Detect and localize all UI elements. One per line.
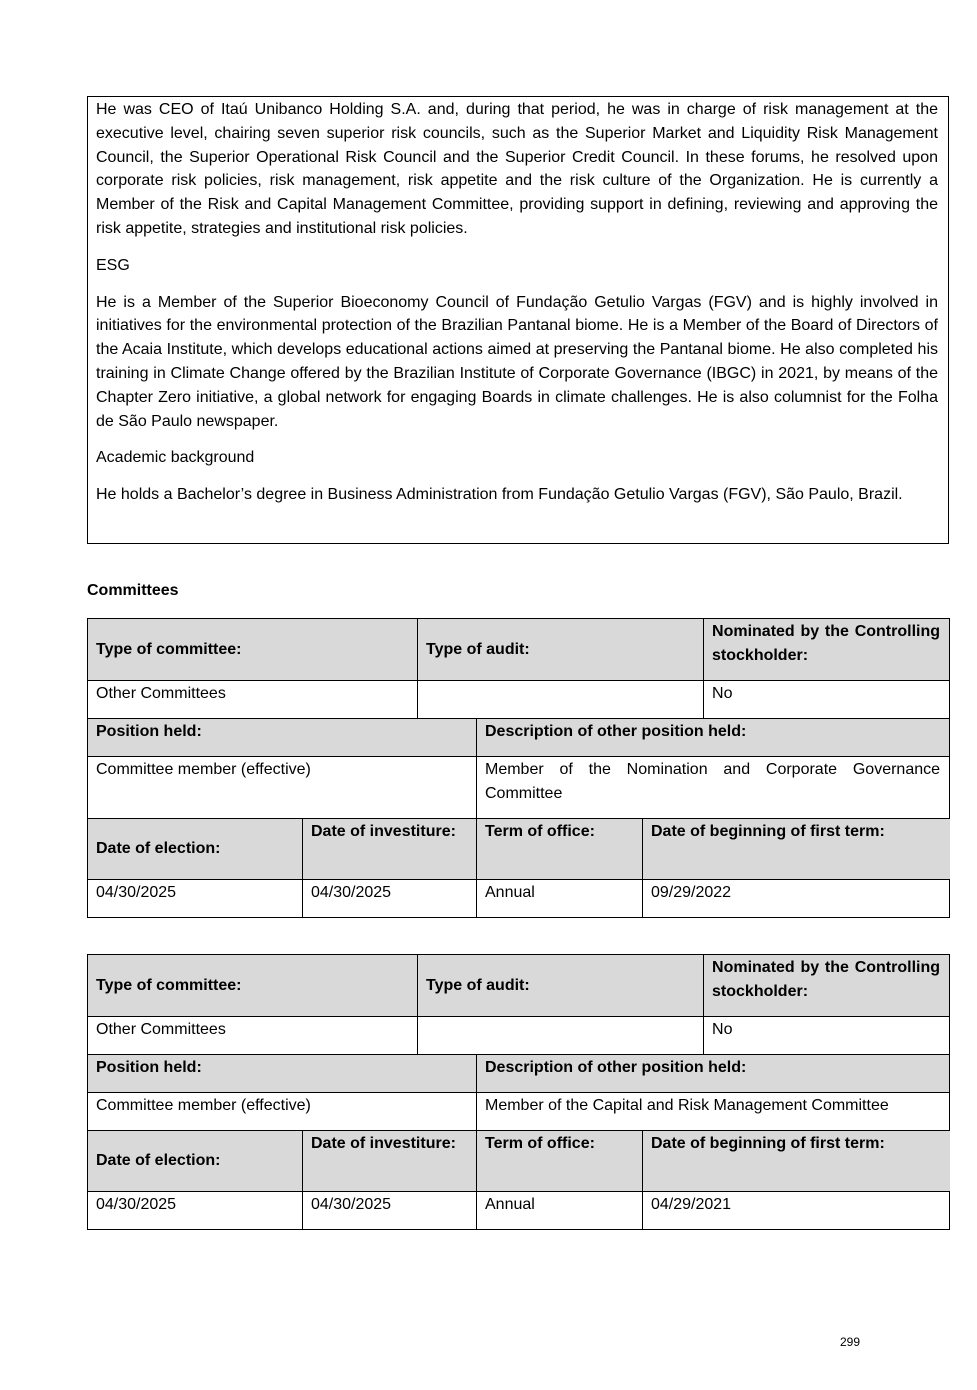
type-of-committee-label: Type of committee:	[88, 955, 418, 1017]
type-of-audit-value	[418, 1017, 704, 1055]
academic-heading: Academic background	[96, 449, 255, 467]
date-beginning-value: 09/29/2022	[643, 880, 950, 918]
committee-table	[87, 618, 949, 918]
committees-title: Committees	[87, 582, 179, 599]
date-beginning-value: 04/29/2021	[643, 1192, 950, 1230]
description-other-value: Member of the Capital and Risk Management Committee	[477, 1093, 950, 1131]
bio-paragraph-esg: He is a Member of the Superior Bioeconomy Council of Fundação Getulio Vargas (FGV) and is highly involved in initiatives for the environmental protection of the Brazilian Pantanal biome. He is a Member of the Board of Directors of the Acaia Institute, which develops educational actions aimed at preserving the Pantanal biome. He also completed his training in Climate Change offered by the Brazilian Institute of Corporate Governance (IBGC) in 2021, by means of the Chapter Zero initiative, a global network for engaging Boards in climate challenges. He is also columnist for the Folha de São Paulo newspaper.	[96, 293, 938, 430]
position-held-label: Position held:	[88, 1055, 477, 1093]
date-investiture-value: 04/30/2025	[303, 880, 477, 918]
description-other-label: Description of other position held:	[477, 1055, 950, 1093]
esg-heading: ESG	[96, 256, 130, 274]
nominated-value: No	[704, 681, 950, 719]
date-investiture-label: Date of investiture:	[303, 819, 477, 880]
type-of-committee-label: Type of committee:	[88, 619, 418, 681]
committee-table	[87, 954, 949, 1230]
bio-paragraph-academic: He holds a Bachelor’s degree in Business Administration from Fundação Getulio Vargas (FGV), São Paulo, Brazil.	[96, 486, 903, 504]
position-held-label: Position held:	[88, 719, 477, 757]
type-of-audit-value	[418, 681, 704, 719]
description-other-value: Member of the Nomination and Corporate Governance Committee	[477, 757, 950, 819]
date-beginning-label: Date of beginning of first term:	[643, 819, 950, 880]
term-office-label: Term of office:	[477, 819, 643, 880]
bio-paragraph-risk: He was CEO of Itaú Unibanco Holding S.A. and, during that period, he was in charge of risk management at the executive level, chairing seven superior risk councils, such as the Superior Market and Liquidity Risk Management Council, the Superior Operational Risk Council and the Superior Credit Council. In these forums, he resolved upon corporate risk policies, risk management, risk appetite and the risk culture of the Organization. He is currently a Member of the Risk and Capital Management Committee, providing support in defining, reviewing and approving the risk appetite, strategies and institutional risk policies.	[96, 101, 938, 237]
date-beginning-label: Date of beginning of first term:	[643, 1131, 950, 1192]
date-election-value: 04/30/2025	[88, 880, 303, 918]
position-held-value: Committee member (effective)	[88, 757, 477, 819]
term-office-label: Term of office:	[477, 1131, 643, 1192]
page-number: 299	[840, 1335, 861, 1349]
date-investiture-value: 04/30/2025	[303, 1192, 477, 1230]
type-of-committee-value: Other Committees	[88, 1017, 418, 1055]
nominated-value: No	[704, 1017, 950, 1055]
nominated-label: Nominated by the Controlling stockholder:	[704, 955, 950, 1017]
nominated-label: Nominated by the Controlling stockholder:	[704, 619, 950, 681]
date-election-label: Date of election:	[88, 1131, 303, 1192]
date-investiture-label: Date of investiture:	[303, 1131, 477, 1192]
term-office-value: Annual	[477, 1192, 643, 1230]
position-held-value: Committee member (effective)	[88, 1093, 477, 1131]
biography-box	[87, 96, 949, 544]
type-of-committee-value: Other Committees	[88, 681, 418, 719]
term-office-value: Annual	[477, 880, 643, 918]
type-of-audit-label: Type of audit:	[418, 955, 704, 1017]
date-election-value: 04/30/2025	[88, 1192, 303, 1230]
type-of-audit-label: Type of audit:	[418, 619, 704, 681]
date-election-label: Date of election:	[88, 819, 303, 880]
description-other-label: Description of other position held:	[477, 719, 950, 757]
